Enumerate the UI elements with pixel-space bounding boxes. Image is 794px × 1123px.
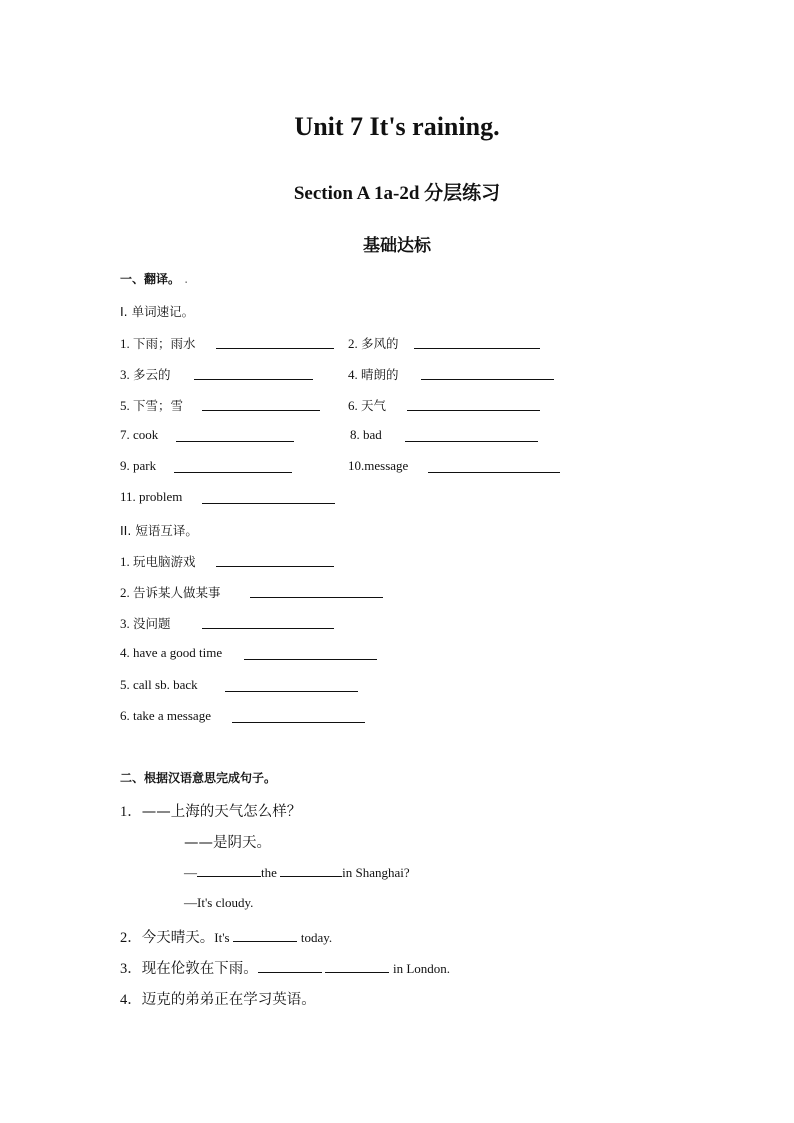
- vocab-text: 下雪；雪: [133, 398, 184, 413]
- word-in-shanghai: in Shanghai?: [342, 865, 410, 880]
- word-its: It's: [214, 930, 230, 945]
- vocab-number: 6.: [348, 398, 358, 413]
- phrase-text: have a good time: [133, 645, 223, 660]
- vocab-number: 3.: [120, 367, 130, 382]
- vocab-text: bad: [363, 427, 382, 442]
- phrase-number: 6.: [120, 708, 130, 723]
- vocab-number: 8.: [350, 427, 360, 442]
- answer-blank[interactable]: [405, 441, 538, 442]
- vocab-item: [120, 365, 171, 383]
- vocab-number: 7.: [120, 427, 130, 442]
- sentence-english-line: [184, 864, 410, 881]
- phrase-text: 没问题: [133, 616, 171, 631]
- question-number: 1．: [120, 804, 142, 820]
- section2-heading: 二、根据汉语意思完成句子。: [120, 771, 277, 785]
- phrase-text: 告诉某人做某事: [133, 585, 221, 600]
- vocab-number: 9.: [120, 458, 130, 473]
- answer-blank[interactable]: [202, 410, 320, 411]
- part2-title: II. 短语互译。: [120, 523, 198, 538]
- vocab-text: 多风的: [361, 336, 399, 351]
- phrase-text: 玩电脑游戏: [133, 554, 196, 569]
- vocab-item: [120, 458, 156, 474]
- sentence-english-answer: —It's cloudy.: [184, 895, 254, 910]
- vocab-number: 4.: [348, 367, 358, 382]
- word-today: today.: [300, 930, 333, 945]
- phrase-item: [120, 708, 211, 724]
- answer-blank[interactable]: [194, 379, 313, 380]
- vocab-item: [348, 334, 399, 352]
- vocab-text: 多云的: [133, 367, 171, 382]
- answer-blank[interactable]: [421, 379, 554, 380]
- dash-text: —: [184, 865, 197, 880]
- vocab-item: [120, 334, 196, 352]
- vocab-item: [348, 365, 399, 383]
- answer-blank[interactable]: [414, 348, 540, 349]
- vocab-text: cook: [133, 427, 159, 442]
- vocab-number: 11.: [120, 489, 136, 504]
- answer-blank[interactable]: [280, 864, 342, 877]
- answer-blank[interactable]: [258, 960, 322, 973]
- vocab-item: [120, 396, 183, 414]
- vocab-number: 2.: [348, 336, 358, 351]
- vocab-item: [348, 396, 386, 414]
- answer-blank[interactable]: [225, 691, 358, 692]
- word-in-london: in London.: [393, 961, 451, 976]
- vocab-text: message: [364, 458, 409, 473]
- phrase-number: 3.: [120, 616, 130, 631]
- sentence-answer-cn: [184, 831, 271, 852]
- phrase-item: [120, 677, 198, 693]
- question-text: 现在伦敦在下雨。: [141, 961, 258, 977]
- answer-blank[interactable]: [428, 472, 560, 473]
- phrase-item: [120, 583, 221, 601]
- question-text: 今天晴天。: [141, 930, 215, 946]
- section1-heading: [120, 270, 188, 287]
- vocab-text: 晴朗的: [361, 367, 399, 382]
- vocab-number: 5.: [120, 398, 130, 413]
- answer-blank[interactable]: [216, 566, 334, 567]
- question-text: ——上海的天气怎么样？: [141, 804, 302, 820]
- phrase-item: [120, 645, 222, 661]
- answer-blank[interactable]: [202, 503, 335, 504]
- vocab-text: 下雨；雨水: [133, 336, 196, 351]
- sentence-question: [120, 926, 332, 947]
- vocab-item: [350, 427, 382, 443]
- sentence-question: [120, 800, 301, 821]
- part1-title: I. 单词速记。: [120, 304, 195, 319]
- vocab-item: [120, 427, 158, 443]
- phrase-text: take a message: [133, 708, 211, 723]
- answer-blank[interactable]: [233, 929, 297, 942]
- answer-blank[interactable]: [197, 864, 261, 877]
- vocab-item: [120, 489, 182, 505]
- section1-heading-dot: .: [184, 272, 189, 286]
- worksheet-title: Unit 7 It's raining.: [294, 112, 500, 141]
- answer-blank[interactable]: [174, 472, 292, 473]
- answer-text: ——是阴天。: [184, 835, 271, 851]
- phrase-number: 2.: [120, 585, 130, 600]
- answer-blank[interactable]: [176, 441, 294, 442]
- section-subtitle: Section A 1a-2d 分层练习: [293, 183, 501, 204]
- phrase-text: call sb. back: [133, 677, 198, 692]
- answer-blank[interactable]: [250, 597, 383, 598]
- sentence-question: [120, 957, 450, 978]
- answer-blank[interactable]: [244, 659, 377, 660]
- answer-blank[interactable]: [202, 628, 334, 629]
- phrase-item: [120, 552, 196, 570]
- sentence-question: [120, 988, 316, 1009]
- vocab-number: 10.: [348, 458, 365, 473]
- vocab-item: [348, 458, 408, 474]
- answer-blank[interactable]: [325, 960, 389, 973]
- answer-blank[interactable]: [232, 722, 365, 723]
- vocab-number: 1.: [120, 336, 130, 351]
- level-heading: 基础达标: [363, 236, 431, 256]
- vocab-text: 天气: [361, 398, 387, 413]
- vocab-text: park: [133, 458, 157, 473]
- question-number: 2．: [120, 930, 142, 946]
- answer-blank[interactable]: [407, 410, 540, 411]
- phrase-number: 4.: [120, 645, 130, 660]
- phrase-number: 1.: [120, 554, 130, 569]
- vocab-text: problem: [139, 489, 183, 504]
- question-number: 4．: [120, 992, 142, 1008]
- phrase-item: [120, 614, 171, 632]
- phrase-number: 5.: [120, 677, 130, 692]
- question-number: 3．: [120, 961, 142, 977]
- section1-heading-text: 一、翻译。: [120, 272, 181, 286]
- word-the: the: [261, 865, 277, 880]
- answer-blank[interactable]: [216, 348, 334, 349]
- question-text: 迈克的弟弟正在学习英语。: [141, 992, 316, 1008]
